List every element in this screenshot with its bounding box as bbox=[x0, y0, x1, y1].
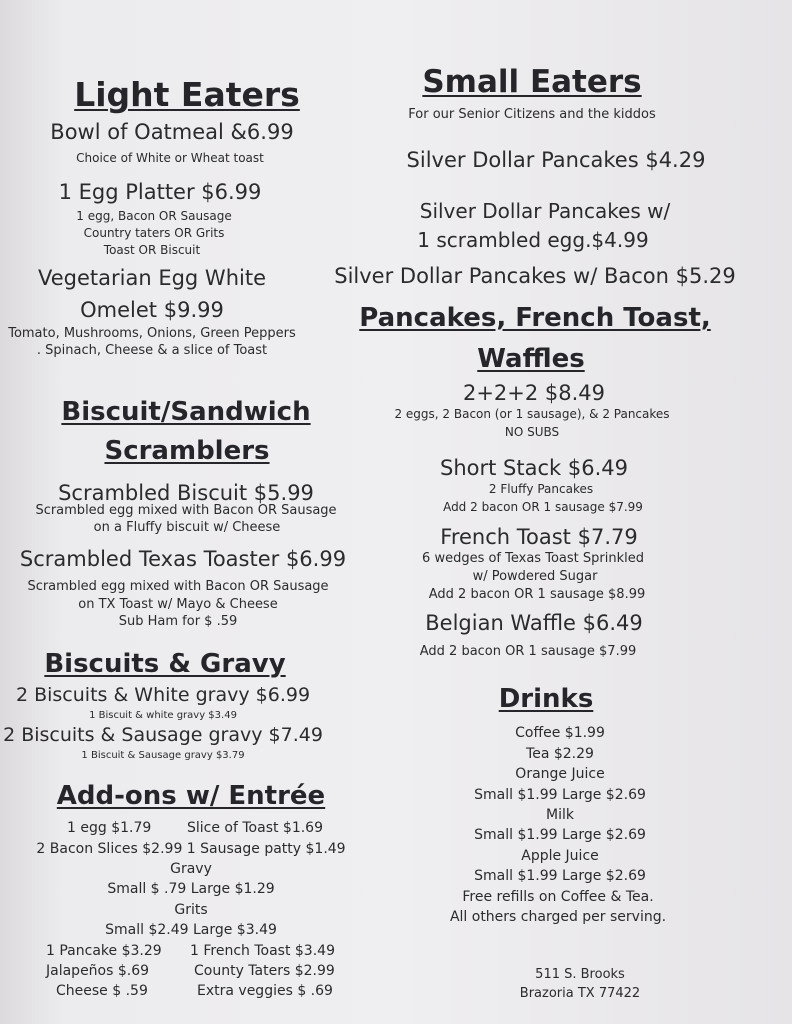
egg-platter-item: 1 Egg Platter $6.99 bbox=[58, 180, 262, 204]
egg-platter-note-2: Country taters OR Grits bbox=[83, 226, 225, 240]
texas-toaster-note-3: Sub Ham for $ .59 bbox=[118, 614, 238, 629]
veg-omelet-line-2: Omelet $9.99 bbox=[80, 298, 224, 322]
drinks-heading: Drinks bbox=[498, 684, 594, 714]
french-toast-note-1: 6 wedges of Texas Toast Sprinkled bbox=[422, 551, 644, 566]
oatmeal-note: Choice of White or Wheat toast bbox=[76, 151, 264, 165]
scrambled-biscuit-item: Scrambled Biscuit $5.99 bbox=[58, 481, 314, 505]
addon-grits-prices: Small $2.49 Large $3.49 bbox=[105, 922, 277, 938]
biscuits-gravy-heading: Biscuits & Gravy bbox=[44, 649, 286, 679]
short-stack-note-1: 2 Fluffy Pancakes bbox=[488, 482, 594, 496]
egg-platter-note-1: 1 egg, Bacon OR Sausage bbox=[76, 209, 232, 223]
address-city: Brazoria TX 77422 bbox=[519, 986, 641, 1001]
drink-milk-prices: Small $1.99 Large $2.69 bbox=[474, 827, 646, 843]
sausage-gravy-item: 2 Biscuits & Sausage gravy $7.49 bbox=[3, 724, 323, 746]
veg-omelet-note-2: . Spinach, Cheese & a slice of Toast bbox=[36, 343, 268, 358]
combo-note-2: NO SUBS bbox=[504, 425, 560, 439]
addon-county-taters: County Taters $2.99 bbox=[194, 963, 335, 979]
addon-pancake: 1 Pancake $3.29 bbox=[46, 943, 162, 959]
french-toast-note-3: Add 2 bacon OR 1 sausage $8.99 bbox=[428, 587, 646, 602]
texas-toaster-note-1: Scrambled egg mixed with Bacon OR Sausage bbox=[27, 579, 329, 594]
scrambled-biscuit-note-1: Scrambled egg mixed with Bacon OR Sausage bbox=[35, 503, 337, 518]
oatmeal-item: Bowl of Oatmeal &6.99 bbox=[50, 120, 294, 144]
addon-bacon-sausage: 2 Bacon Slices $2.99 1 Sausage patty $1.49 bbox=[36, 841, 346, 857]
addon-gravy-prices: Small $ .79 Large $1.29 bbox=[107, 881, 275, 897]
addon-jalapenos: Jalapeños $.69 bbox=[46, 963, 150, 979]
belgian-waffle: Belgian Waffle $6.49 bbox=[425, 611, 643, 635]
french-toast-note-2: w/ Powdered Sugar bbox=[472, 569, 598, 584]
pancakes-heading-1: Pancakes, French Toast, bbox=[359, 303, 711, 333]
combo-2-2-2: 2+2+2 $8.49 bbox=[462, 381, 606, 405]
addon-french-toast: 1 French Toast $3.49 bbox=[190, 943, 335, 959]
drink-apple-juice: Apple Juice bbox=[521, 848, 599, 864]
address-street: 511 S. Brooks bbox=[535, 967, 625, 982]
drink-refills: Free refills on Coffee & Tea. bbox=[462, 889, 654, 905]
egg-platter-note-3: Toast OR Biscuit bbox=[103, 243, 201, 257]
addon-egg: 1 egg $1.79 bbox=[67, 820, 152, 836]
silver-dollar-pancakes: Silver Dollar Pancakes $4.29 bbox=[406, 148, 706, 172]
scrambled-biscuit-note-2: on a Fluffy biscuit w/ Cheese bbox=[93, 520, 281, 535]
white-gravy-note: 1 Biscuit & white gravy $3.49 bbox=[89, 710, 237, 721]
short-stack: Short Stack $6.49 bbox=[440, 456, 628, 480]
light-eaters-heading: Light Eaters bbox=[74, 75, 300, 114]
short-stack-note-2: Add 2 bacon OR 1 sausage $7.99 bbox=[443, 500, 643, 514]
white-gravy-item: 2 Biscuits & White gravy $6.99 bbox=[15, 684, 311, 706]
addon-gravy: Gravy bbox=[170, 861, 212, 877]
drink-coffee: Coffee $1.99 bbox=[515, 725, 605, 741]
texas-toaster-item: Scrambled Texas Toaster $6.99 bbox=[19, 547, 347, 571]
drink-milk: Milk bbox=[546, 807, 574, 823]
sausage-gravy-note: 1 Biscuit & Sausage gravy $3.79 bbox=[81, 750, 245, 761]
texas-toaster-note-2: on TX Toast w/ Mayo & Cheese bbox=[78, 597, 278, 612]
veg-omelet-line-1: Vegetarian Egg White bbox=[38, 266, 266, 290]
addon-grits: Grits bbox=[174, 902, 208, 918]
combo-note-1: 2 eggs, 2 Bacon (or 1 sausage), & 2 Pancakes bbox=[394, 407, 670, 421]
drink-tea: Tea $2.29 bbox=[526, 746, 594, 762]
biscuit-sandwich-heading-2: Scramblers bbox=[104, 436, 270, 466]
french-toast: French Toast $7.79 bbox=[440, 525, 638, 549]
drink-orange-juice: Orange Juice bbox=[515, 766, 605, 782]
silver-dollar-bacon: Silver Dollar Pancakes w/ Bacon $5.29 bbox=[334, 264, 736, 288]
biscuit-sandwich-heading-1: Biscuit/Sandwich bbox=[61, 397, 311, 427]
silver-dollar-egg-line-1: Silver Dollar Pancakes w/ bbox=[419, 199, 671, 223]
addon-veggies: Extra veggies $ .69 bbox=[197, 983, 333, 999]
veg-omelet-note-1: Tomato, Mushrooms, Onions, Green Peppers bbox=[8, 326, 296, 341]
addon-toast: Slice of Toast $1.69 bbox=[187, 820, 324, 836]
small-eaters-heading: Small Eaters bbox=[422, 64, 642, 100]
pancakes-heading-2: Waffles bbox=[477, 344, 585, 374]
drink-apple-juice-prices: Small $1.99 Large $2.69 bbox=[474, 868, 646, 884]
addon-cheese: Cheese $ .59 bbox=[56, 983, 148, 999]
drink-others: All others charged per serving. bbox=[449, 909, 667, 925]
small-eaters-subtitle: For our Senior Citizens and the kiddos bbox=[408, 107, 656, 122]
drink-orange-juice-prices: Small $1.99 Large $2.69 bbox=[474, 787, 646, 803]
belgian-waffle-note: Add 2 bacon OR 1 sausage $7.99 bbox=[419, 644, 637, 659]
addons-heading: Add-ons w/ Entrée bbox=[56, 781, 326, 811]
silver-dollar-egg-line-2: 1 scrambled egg.$4.99 bbox=[417, 228, 649, 252]
